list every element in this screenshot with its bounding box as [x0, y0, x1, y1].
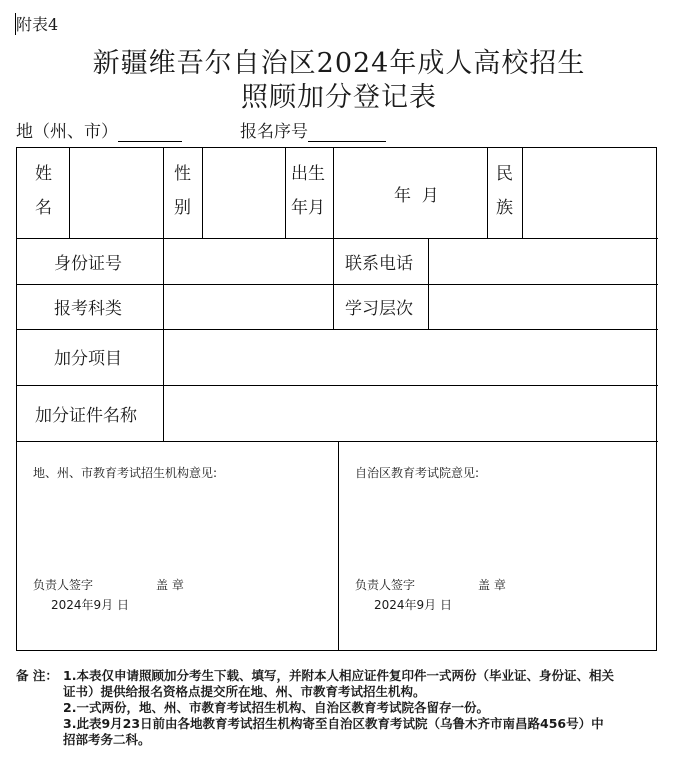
exam-institute-signer-label: 负责人签字 — [355, 578, 416, 592]
certificate-name-input-cell[interactable] — [164, 386, 656, 440]
prefecture-opinion-title: 地、州、市教育考试招生机构意见: — [33, 466, 218, 480]
prefecture-signer-label: 负责人签字 — [33, 578, 94, 592]
note-item-1-text: 1.本表仅申请照顾加分考生下载、填写，并附本人相应证件复印件一式两份（毕业证、身份证、相关证书）提供给报名资格点提交所在地、州、市教育考试招生机构。 — [63, 668, 614, 699]
col-divider — [338, 441, 339, 651]
bonus-item-label: 加分项目 — [54, 349, 122, 369]
gender-label: 性别 — [174, 164, 191, 218]
note-item-2: 2.一式两份，地、州、市教育考试招生机构、自治区教育考试院各留存一份。 — [63, 700, 489, 715]
document-title-line1: 新疆维吾尔自治区2024年成人高校招生 — [92, 48, 586, 79]
ethnicity-input-cell[interactable] — [523, 149, 656, 237]
region-label: 地（州、市） — [16, 122, 118, 142]
id-number-label: 身份证号 — [54, 254, 122, 274]
appendix-label: 附表4 — [16, 15, 59, 34]
notes-label: 备 注： — [16, 668, 58, 683]
exam-institute-date: 2024年9月 日 — [374, 598, 452, 612]
region-field[interactable] — [16, 117, 182, 142]
phone-label: 联系电话 — [345, 254, 413, 274]
note-item-3-text: 3.此表9月23日前由各地教育考试招生机构寄至自治区教育考试院（乌鲁木齐市南昌路456号）中招部考务二科。 — [63, 716, 604, 747]
registration-number-label: 报名序号 — [240, 122, 308, 142]
subject-category-label: 报考科类 — [54, 299, 122, 319]
name-input-cell[interactable] — [70, 149, 162, 237]
col-divider — [285, 148, 286, 238]
birth-label: 出生年月 — [291, 164, 325, 218]
notes-section — [16, 668, 616, 748]
exam-institute-seal-label: 盖 章 — [478, 578, 506, 592]
name-label: 姓名 — [35, 164, 52, 218]
gender-input-cell[interactable] — [203, 149, 284, 237]
document-title-line2: 照顾加分登记表 — [241, 82, 437, 113]
certificate-name-label: 加分证件名称 — [35, 406, 137, 426]
col-divider — [487, 148, 488, 238]
birth-year-month-cell[interactable]: 年 月 — [394, 186, 439, 206]
bonus-item-input-cell[interactable] — [164, 330, 656, 384]
note-item-3 — [44, 716, 616, 748]
registration-form-table — [16, 147, 657, 651]
id-number-input-cell[interactable] — [164, 239, 332, 283]
phone-input-cell[interactable] — [429, 239, 656, 283]
exam-institute-opinion-title: 自治区教育考试院意见: — [355, 466, 480, 480]
study-level-label: 学习层次 — [345, 299, 413, 319]
ethnicity-label: 民族 — [496, 164, 513, 218]
registration-number-blank[interactable] — [308, 123, 386, 142]
registration-number-field[interactable] — [240, 117, 386, 142]
col-divider — [333, 148, 334, 329]
region-blank[interactable] — [118, 123, 182, 142]
note-item-1 — [63, 668, 616, 700]
prefecture-seal-label: 盖 章 — [156, 578, 184, 592]
study-level-input-cell[interactable] — [429, 285, 656, 328]
subject-category-input-cell[interactable] — [164, 285, 332, 328]
prefecture-date: 2024年9月 日 — [51, 598, 129, 612]
